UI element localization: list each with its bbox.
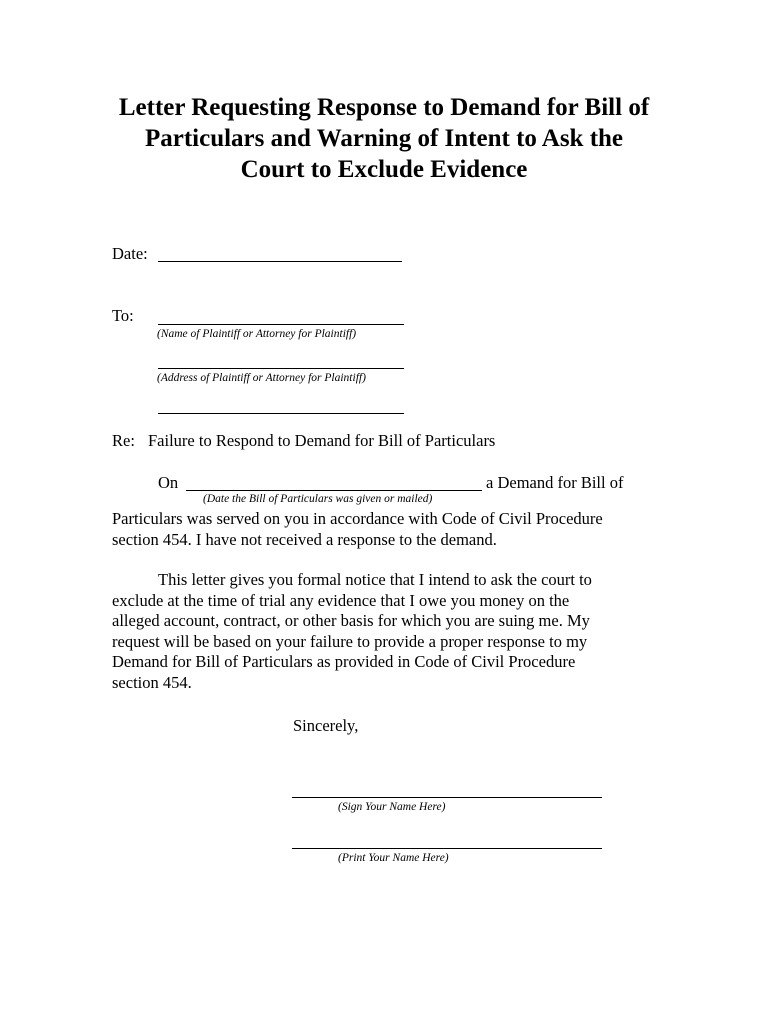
sign-note: (Sign Your Name Here) [338,801,446,813]
paragraph2-line: section 454. [112,672,192,692]
title-line-1: Letter Requesting Response to Demand for Bill of [118,94,650,121]
paragraph-2-body [112,570,652,693]
title-line-2: Particulars and Warning of Intent to Ask the [144,125,624,152]
re-label: Re: [112,431,135,450]
document-title [60,92,708,185]
title-line-3: Court to Exclude Evidence [240,156,528,183]
paragraph2-line: This letter gives you formal notice that I intend to ask the court to [158,570,592,589]
date-label: Date: [112,244,148,263]
paragraph1-start: On [158,473,179,492]
served-date-note: (Date the Bill of Particulars was given or mailed) [203,493,433,505]
to-label: To: [112,306,134,325]
date-blank-line[interactable] [158,261,402,262]
to-name-note: (Name of Plaintiff or Attorney for Plaintiff) [157,328,357,340]
paragraph1-line: Particulars was served on you in accordance with Code of Civil Procedure [112,509,603,528]
paragraph2-line: request will be based on your failure to provide a proper response to my [112,631,588,651]
paragraph2-line: alleged account, contract, or other basis for which you are suing me. My [112,611,590,630]
print-note: (Print Your Name Here) [338,852,449,864]
to-address-blank-line-2[interactable] [158,413,404,414]
paragraph-1-body [112,509,652,550]
closing: Sincerely, [293,716,359,735]
to-address-note: (Address of Plaintiff or Attorney for Plaintiff) [157,372,366,384]
paragraph1-after-blank: a Demand for Bill of [486,473,624,492]
paragraph2-line: Demand for Bill of Particulars as provided in Code of Civil Procedure [112,652,576,671]
re-subject: Failure to Respond to Demand for Bill of Particulars [148,431,496,450]
paragraph1-line: section 454. I have not received a response to the demand. [112,529,497,549]
signature-line[interactable] [292,797,602,798]
served-date-blank-line[interactable] [186,490,482,491]
paragraph2-line: exclude at the time of trial any evidence that I owe you money on the [112,590,570,610]
to-address-blank-line[interactable] [158,368,404,369]
printed-name-line[interactable] [292,848,602,849]
to-name-blank-line[interactable] [158,324,404,325]
